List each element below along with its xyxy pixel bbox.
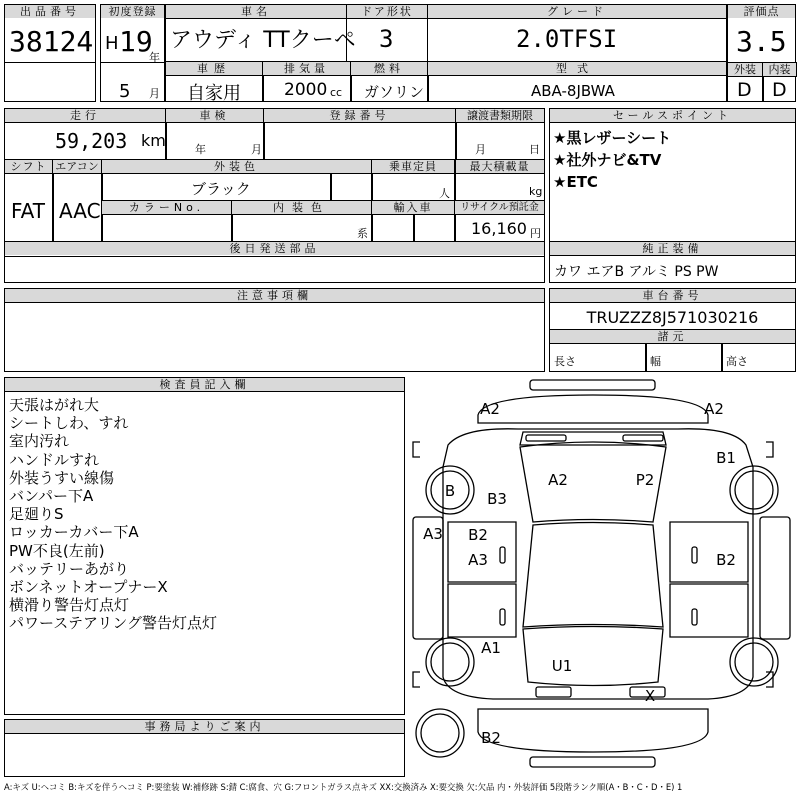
- inspector-box: [4, 377, 405, 715]
- exterior-label: 外装: [727, 62, 763, 77]
- reg-no-label: 登録番号: [263, 108, 456, 123]
- displacement-unit: cc: [330, 86, 343, 99]
- lot-number: 38124: [9, 25, 94, 58]
- year-unit: 年: [149, 51, 160, 64]
- dims-label: 諸元: [549, 329, 796, 344]
- color-no-label: カラーNo.: [101, 200, 232, 215]
- history-value: 自家用: [187, 83, 241, 104]
- grade-value: 2.0TFSI: [516, 25, 618, 53]
- damage-mark: B: [444, 482, 456, 500]
- model-label: 型式: [427, 61, 727, 76]
- inspector-note: パワーステアリング警告灯点灯: [9, 614, 218, 633]
- office-label: 事務局よりご案内: [5, 720, 404, 734]
- left-rear-door: [448, 584, 516, 637]
- details-box: [4, 108, 545, 242]
- wheel-front-right: [730, 466, 778, 514]
- int-color-label: 内装色: [231, 200, 372, 215]
- front-top-bar: [530, 380, 655, 390]
- capacity-label: 乗車定員: [371, 159, 455, 174]
- recycle-label: リサイクル預託金: [454, 200, 545, 215]
- sales-point: ★黒レザーシート: [553, 129, 672, 147]
- title-box: [165, 4, 727, 62]
- inspector-note: 横滑り警告灯点灯: [9, 596, 130, 615]
- height-label: 高さ: [726, 355, 748, 368]
- later-parts-label: 後日発送部品: [5, 242, 544, 255]
- right-front-door: [670, 522, 748, 582]
- inspection-year-unit: 年: [195, 143, 206, 156]
- front-bumper: [478, 395, 708, 423]
- recycle-unit: 円: [530, 227, 541, 240]
- inspector-note: バッテリーあがり: [9, 559, 130, 578]
- aircon-label: エアコン: [52, 159, 102, 174]
- doors-value: 3: [379, 25, 394, 53]
- inspector-note: 天張はがれ大: [9, 396, 100, 414]
- trunk: [523, 627, 663, 686]
- reg-year: 19: [119, 25, 153, 58]
- damage-mark: A3: [423, 525, 443, 543]
- sales-point: ★ETC: [553, 173, 598, 191]
- damage-mark: A2: [704, 400, 724, 418]
- chassis-value: TRUZZZ8J571030216: [586, 308, 759, 327]
- import-label: 輸入車: [371, 200, 455, 215]
- mileage-unit: km: [141, 131, 166, 150]
- sales-points-label: セールスポイント: [550, 109, 795, 123]
- spare-wheel: [416, 709, 464, 757]
- inspector-note: ロッカーカバー下A: [9, 523, 139, 542]
- rear-bumper: [478, 709, 708, 752]
- car-name: アウディ TTクーペ: [170, 28, 356, 53]
- rating-label: 評価点: [728, 5, 795, 18]
- shift-label: シフト: [4, 159, 53, 174]
- sales-points-box: [549, 108, 796, 242]
- equipment-value: カワ エアB アルミ PS PW: [554, 264, 719, 280]
- damage-mark: B2: [716, 551, 736, 569]
- damage-mark: B1: [716, 449, 736, 467]
- damage-mark: B2: [468, 526, 488, 544]
- car-diagram-svg: [408, 377, 798, 777]
- right-rocker: [760, 517, 790, 639]
- inspection-label: 車検: [165, 108, 264, 123]
- sales-points-list: [553, 127, 671, 193]
- interior-value: D: [772, 79, 787, 101]
- grade-label: グレード: [427, 4, 727, 19]
- damage-mark: A3: [468, 551, 488, 569]
- first-reg-label: 初度登録: [101, 5, 164, 18]
- transfer-label: 譲渡書類期限: [455, 108, 545, 123]
- inspector-note: 足廻りS: [9, 505, 64, 524]
- wheel-rear-right: [730, 638, 778, 686]
- month-unit: 月: [149, 87, 160, 100]
- damage-mark: P2: [635, 471, 655, 489]
- legend-footer: A:キズ U:ヘコミ B:キズを伴うヘコミ P:要塗装 W:補修跡 S:錆 C:腐食、穴 G:フロントガラス点キズ XX:交換済み X:要交換 欠:欠品 内・外装評価 5段階ランク順(A・B・C・D・E) 1: [4, 782, 683, 792]
- damage-mark: A2: [480, 400, 500, 418]
- length-label: 長さ: [554, 355, 576, 368]
- load-unit: kg: [529, 185, 543, 198]
- inspection-month-unit: 月: [251, 143, 262, 156]
- right-rear-door: [670, 584, 748, 637]
- rating-value: 3.5: [736, 25, 787, 58]
- car-body-outline: [443, 429, 753, 699]
- inspector-label: 検査員記入欄: [5, 378, 404, 392]
- inspector-note: 外装うすい線傷: [9, 468, 115, 487]
- notes-label: 注意事項欄: [5, 289, 544, 303]
- equipment-label: 純正装備: [550, 242, 795, 256]
- era: H: [105, 33, 119, 54]
- inspector-note: 室内汚れ: [9, 432, 70, 451]
- history-label: 車歴: [165, 61, 263, 76]
- inspector-note: シートしわ、すれ: [9, 414, 129, 433]
- damage-mark: U1: [551, 657, 573, 675]
- rear-bottom-bar: [530, 757, 655, 767]
- lot-box: [4, 4, 96, 102]
- color-label: 外装色: [101, 159, 372, 174]
- displacement-value: 2000: [284, 80, 328, 100]
- notes-box: [4, 288, 545, 372]
- mileage-value: 59,203: [55, 129, 128, 153]
- exterior-value: D: [737, 79, 752, 101]
- inspector-note: PW不良(左前): [9, 541, 105, 560]
- load-label: 最大積載量: [454, 159, 545, 174]
- damage-mark: X: [644, 687, 656, 705]
- sales-point: ★社外ナビ&TV: [553, 151, 662, 169]
- chassis-label: 車台番号: [550, 289, 795, 303]
- chassis-box: [549, 288, 796, 372]
- fuel-label: 燃料: [350, 61, 428, 76]
- recycle-value: 16,160: [471, 219, 527, 238]
- lot-label: 出品番号: [5, 5, 95, 18]
- inspector-note: バンパー下A: [9, 487, 94, 506]
- inspector-note: ハンドルすれ: [9, 450, 100, 469]
- damage-mark: A1: [481, 639, 501, 657]
- color-value: ブラック: [191, 180, 251, 198]
- damage-mark: B3: [487, 490, 507, 508]
- int-color-unit: 系: [357, 227, 368, 240]
- office-box: [4, 719, 405, 777]
- wheel-rear-left: [426, 638, 474, 686]
- inspector-note: ボンネットオープナーX: [9, 578, 168, 597]
- doors-label: ドア形状: [346, 4, 428, 19]
- width-label: 幅: [650, 355, 661, 368]
- transfer-day-unit: 日: [529, 143, 540, 156]
- inspector-notes: [9, 396, 217, 633]
- damage-mark: B2: [481, 729, 501, 747]
- interior-label: 内装: [762, 62, 797, 77]
- transfer-month-unit: 月: [475, 143, 486, 156]
- displacement-label: 排気量: [262, 61, 351, 76]
- damage-mark: A2: [548, 471, 568, 489]
- mileage-label: 走行: [4, 108, 166, 123]
- model-value: ABA-8JBWA: [531, 82, 615, 100]
- fuel-value: ガソリン: [364, 83, 425, 101]
- reg-month: 5: [119, 81, 131, 102]
- equipment-box: [549, 241, 796, 283]
- roof: [523, 523, 663, 628]
- car-diagram: [408, 377, 798, 777]
- later-parts-box: [4, 241, 545, 283]
- first-reg-box: [100, 4, 165, 102]
- spec-box: [165, 61, 727, 102]
- rating-box: [727, 4, 796, 102]
- capacity-unit: 人: [439, 187, 450, 200]
- car-name-label: 車名: [165, 4, 347, 19]
- shift-value: FAT: [11, 199, 46, 223]
- aircon-value: AAC: [59, 199, 101, 223]
